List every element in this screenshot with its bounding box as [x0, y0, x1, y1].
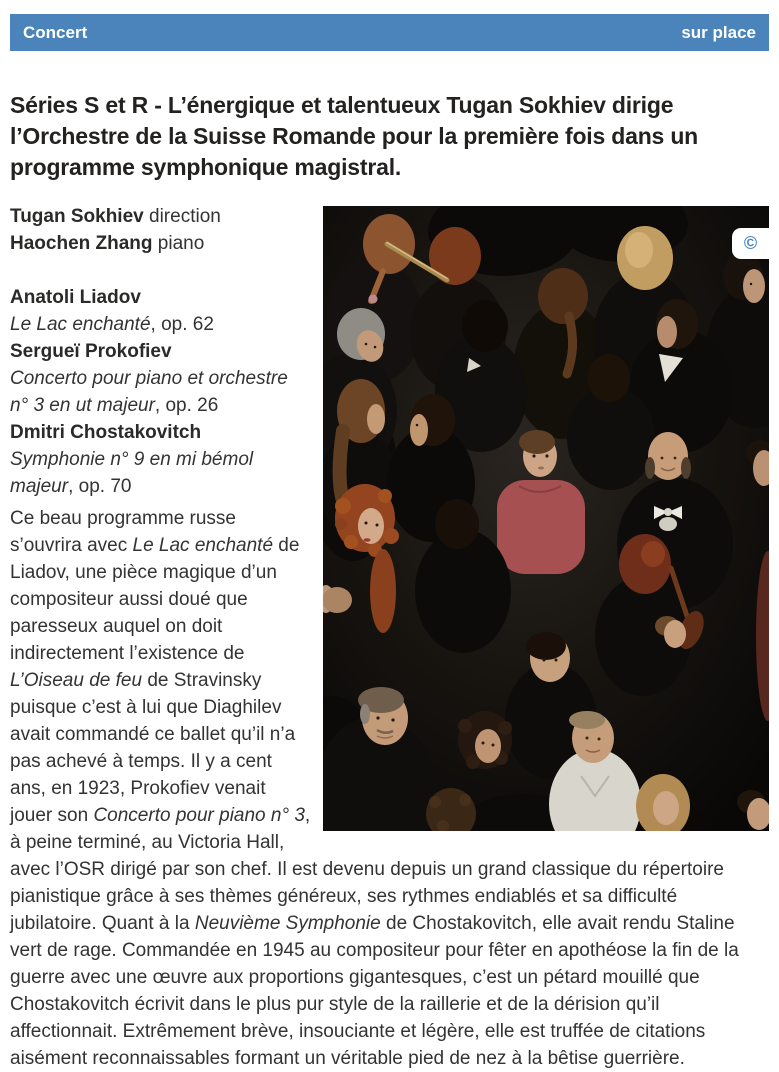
category-label: Concert [23, 22, 88, 42]
work-opus: , op. 62 [150, 314, 214, 335]
copyright-icon: © [743, 233, 758, 253]
credit-name: Tugan Sokhiev [10, 206, 144, 227]
credit-name: Haochen Zhang [10, 233, 153, 254]
composer-name: Dmitri Chostakovitch [10, 422, 202, 443]
work-title: Le Lac enchanté [10, 314, 151, 335]
composer-name: Anatoli Liadov [10, 287, 141, 308]
work-title: Concerto pour piano et orchestre n° 3 en ut majeur [10, 368, 288, 416]
concert-photo [323, 206, 769, 831]
credit-role: piano [157, 233, 205, 254]
page-title: Séries S et R - L’énergique et talentueux Tugan Sokhiev dirige l’Orchestre de la Suisse Romande pour la première fois dans un programme symphonique magistral. [10, 92, 699, 180]
category-bar [10, 14, 769, 51]
work-opus: , op. 26 [154, 395, 219, 416]
concert-page [0, 14, 779, 1072]
location-label: sur place [681, 22, 756, 42]
copyright-badge[interactable] [732, 228, 769, 259]
work-opus: , op. 70 [68, 476, 132, 497]
credit-role: direction [149, 206, 221, 227]
photo-illustration [323, 206, 769, 831]
content-area [10, 203, 769, 1072]
composer-name: Sergueï Prokofiev [10, 341, 172, 362]
description-text: Ce beau programme russe s’ouvrira avec Le Lac enchanté de Liadov, une pièce magique d’un compositeur aussi doué que paresseux auquel on doit indirectement l’existence de L’Oiseau de feu de Stravinsky puisque c’est à lui que Diaghilev avait commandé ce ballet qu’il n’a pas achevé à temps. Il y a cent ans, en 1923, Prokofiev venait jouer son Concerto pour piano n° 3, à peine terminé, au Victoria Hall, avec l’OSR dirigé par son chef. Il est devenu depuis un grand classique du répertoire pianistique grâce à ses thèmes généreux, ses rythmes endiablés et sa difficulté jubilatoire. Quant à la Neuvième Symphonie de Chostakovitch, elle avait rendu Staline vert de rage. Commandée en 1945 au compositeur pour fêter en apothéose la fin de la guerre avec une œuvre aux proportions gigantesques, c’est un pétard mouillé que Chostakovitch écrivit dans le plus pur style de la raillerie et de la dérision qu’il affectionnait. Extrêmement brève, insouciante et légère, elle est truffée de citations aisément reconnaissables formant un véritable pied de nez à la bêtise guerrière. [10, 508, 739, 1069]
work-title: Symphonie n° 9 en mi bémol majeur [10, 449, 254, 497]
